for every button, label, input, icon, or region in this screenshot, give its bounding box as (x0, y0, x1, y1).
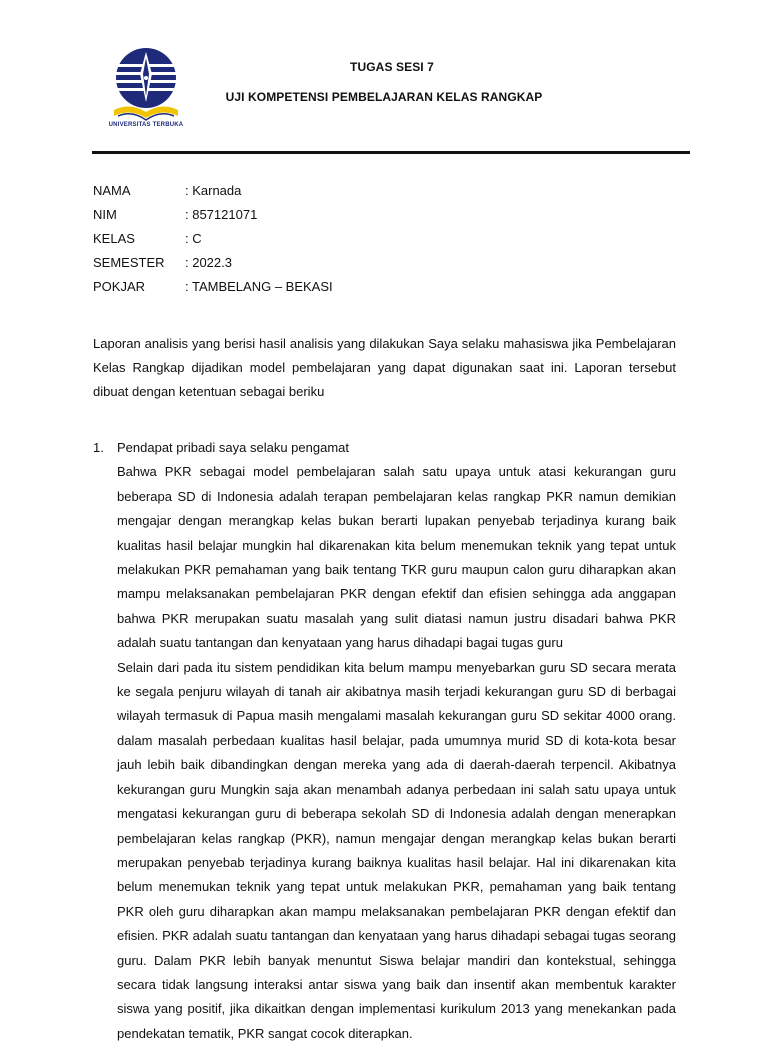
identity-row-pokjar (93, 279, 333, 303)
numbered-list (93, 436, 676, 1046)
document-title: TUGAS SESI 7 (350, 60, 434, 74)
identity-row-nim (93, 207, 333, 231)
identity-value: : 857121071 (185, 207, 258, 222)
list-item-heading (93, 436, 676, 460)
identity-value: : 2022.3 (185, 255, 232, 270)
identity-value: : Karnada (185, 183, 242, 198)
identity-label: POKJAR (93, 279, 146, 294)
identity-row-semester (93, 255, 333, 279)
logo-caption: UNIVERSITAS TERBUKA (108, 122, 184, 128)
identity-label: SEMESTER (93, 255, 165, 270)
list-item-title: Pendapat pribadi saya selaku pengamat (117, 440, 349, 455)
identity-row-kelas (93, 231, 333, 255)
identity-value: : C (185, 231, 202, 246)
identity-block (93, 183, 333, 303)
universitas-terbuka-logo-icon (108, 44, 184, 130)
list-item-number: 1. (93, 440, 104, 455)
identity-row-nama (93, 183, 333, 207)
identity-label: KELAS (93, 231, 135, 246)
identity-label: NIM (93, 207, 117, 222)
identity-value: : TAMBELANG – BEKASI (185, 279, 333, 294)
intro-paragraph: Laporan analisis yang berisi hasil analisis yang dilakukan Saya selaku mahasiswa jika Pembelajaran Kelas Rangkap dijadikan model pembelajaran yang dapat digunakan saat ini. Laporan tersebut dibuat dengan ketentuan sebagai beriku (93, 336, 676, 399)
document-subtitle: UJI KOMPETENSI PEMBELAJARAN KELAS RANGKAP (225, 90, 543, 104)
body-paragraph: Selain dari pada itu sistem pendidikan kita belum mampu menyebarkan guru SD secara merata ke segala penjuru wilayah di tanah air akibatnya masih terjadi kekurangan guru SD di berbagai wilayah termasuk di Papua masih mengalami masalah kekurangan guru SD sekitar 4000 orang. dalam masalah perbedaan kualitas hasil belajar, pada umumnya murid SD di kota-kota besar jauh lebih baik dibandingkan dengan mereka yang ada di daerah-daerah terpencil. Akibatnya kekurangan guru Mungkin saja akan menambah adanya perbedaan ini salah satu upaya untuk mengatasi kekurangan guru di beberapa sekolah SD di Indonesia adalah dengan menerapkan pembelajaran kelas rangkap (PKR), namun mengajar dengan merangkap kelas bukan berarti merupakan penyebab terjadinya kurang baiknya kualitas hasil belajar. Hal ini dikarenakan kita belum menemukan teknik yang tepat untuk melakukan PKR, pemahaman yang baik tentang PKR oleh guru diharapkan akan mampu melaksanakan pembelajaran PKR dengan efektif dan efisien. PKR adalah suatu tantangan dan kenyataan yang harus dihadapi sebagai tugas seorang guru. Dalam PKR lebih banyak menuntut Siswa belajar mandiri dan kontekstual, sehingga secara tidak langsung interaksi antar siswa yang baik dan insentif akan membentuk karakter siswa yang positif, jika dikaitkan dengan implementasi kurikulum 2013 yang menekankan pada pendekatan tematik, PKR sangat cocok diterapkan. (117, 659, 676, 1041)
identity-label: NAMA (93, 183, 131, 198)
list-item-body (117, 460, 676, 1046)
body-paragraph: Bahwa PKR sebagai model pembelajaran salah satu upaya untuk atasi kekurangan guru beberapa SD di Indonesia adalah terapan pembelajaran kelas rangkap PKR namun demikian mengajar dengan merangkap kelas bukan berarti lupakan penyebab terjadinya kurang baik kualitas hasil belajar mungkin hal dikarenakan kita belum menemukan teknik yang tepat untuk melakukan PKR pemahaman yang baik tentang TKR guru maupun calon guru diharapkan akan mampu melaksanakan pembelajaran PKR dengan efektif dan efisien sehingga ada anggapan bahwa PKR merupakan suatu masalah yang sulit diatasi namun justru disadari bahwa PKR adalah suatu tantangan dan kenyataan yang harus dihadapi bagai tugas guru (117, 464, 676, 651)
header-divider (92, 151, 690, 154)
